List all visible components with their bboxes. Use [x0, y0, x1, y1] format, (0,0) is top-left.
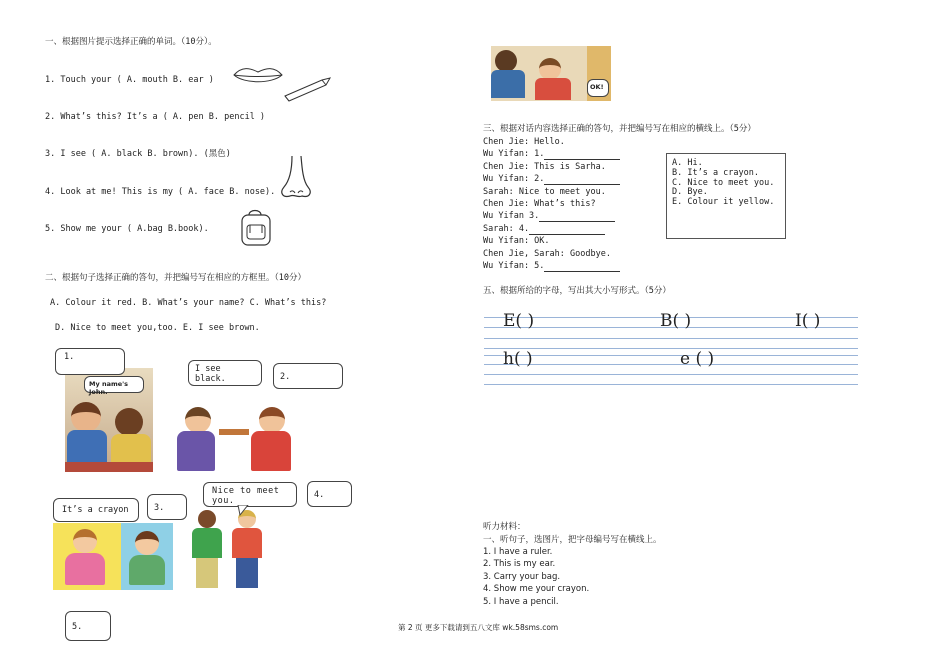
guide-line: [484, 364, 858, 365]
dialogue-line: [483, 149, 620, 160]
option-item: E. Colour it yellow.: [672, 197, 775, 208]
letter-E: E( ): [503, 311, 535, 331]
dialogue-line: [483, 162, 606, 173]
section2-title: 二、根据句子选择正确的答句，并把编号写在相应的方框里。（10分）: [45, 273, 306, 283]
dialogue-text: Wu Yifan: 5.: [483, 261, 545, 271]
dialogue-text: Sarah: Nice to meet you.: [483, 186, 606, 197]
letter-I: I( ): [795, 311, 821, 331]
name-sign-bubble: My name's John.: [84, 376, 144, 393]
letter-e: e ( ): [680, 349, 715, 369]
dialogue-text: Wu Yifan: 2.: [483, 174, 545, 185]
s1-item-3: 3. I see ( A. black B. brown). (黑色): [45, 149, 231, 159]
listening-title: 听力材料：: [483, 522, 526, 532]
option-item: D. Bye.: [672, 187, 708, 198]
s2-options-row2: D. Nice to meet you,too. E. I see brown.: [55, 323, 260, 333]
answer-blank[interactable]: [544, 262, 620, 272]
guide-line: [484, 355, 858, 356]
boy-girl-crayon-image: [175, 405, 300, 475]
dialogue-line: [483, 137, 565, 148]
s2-options-row1: A. Colour it red. B. What’s your name? C. What’s this?: [50, 298, 327, 308]
dialogue-line: [483, 224, 605, 235]
dialogue-text: Sarah: 4.: [483, 223, 530, 234]
pencil-image: [282, 76, 334, 102]
schoolbag-image: [236, 207, 276, 247]
guide-line: [484, 374, 858, 375]
handshake-image: [190, 508, 266, 590]
listening-subtitle: 一、听句子，选图片，把字母编号写在横线上。: [483, 535, 662, 545]
dialogue-line: [483, 211, 615, 222]
dialogue-line: [483, 174, 620, 185]
dialogue-text: Wu Yifan: OK.: [483, 236, 550, 247]
option-item: B. It’s a crayon.: [672, 167, 759, 178]
dialogue-text: Wu Yifan: 1.: [483, 149, 545, 160]
option-item: A. Hi.: [672, 158, 703, 168]
letter-h: h( ): [503, 349, 533, 369]
section3-title: 三、根据对话内容选择正确的答句，并把编号写在相应的横线上。（5分）: [483, 124, 756, 134]
answer-box-3[interactable]: 3.: [147, 494, 187, 520]
dialogue-text: Chen Jie: This is Sarha.: [483, 161, 606, 172]
page-footer: 第 2 页 更多下载请到五八文库 wk.58sms.com: [398, 623, 559, 632]
guide-line: [484, 338, 858, 339]
dialogue-line: [483, 187, 606, 198]
lips-image: [232, 64, 284, 86]
listening-item-3: 3. Carry your bag.: [483, 572, 561, 582]
listening-item-2: 2. This is my ear.: [483, 559, 556, 569]
answer-blank[interactable]: [539, 212, 615, 222]
dialogue-text: Chen Jie: Hello.: [483, 137, 565, 147]
nose-image: [278, 154, 316, 200]
dialogue-line: [483, 199, 596, 210]
answer-box-4[interactable]: 4.: [307, 481, 352, 507]
answer-box-5[interactable]: 5.: [65, 611, 111, 641]
listening-item-4: 4. Show me your crayon.: [483, 584, 590, 594]
dialogue-text: Chen Jie: What’s this?: [483, 199, 596, 209]
s1-item-4: 4. Look at me! This is my ( A. face B. nose).: [45, 187, 276, 197]
answer-box-1[interactable]: 1.: [55, 348, 125, 375]
crayon-children-image: [53, 523, 173, 590]
guide-line: [484, 384, 858, 385]
answer-blank[interactable]: [544, 150, 620, 160]
dialogue-text: Wu Yifan 3.: [483, 211, 540, 222]
listening-item-5: 5. I have a pencil.: [483, 597, 559, 607]
its-a-crayon-bubble: It’s a crayon: [53, 498, 139, 522]
answer-blank[interactable]: [529, 225, 605, 235]
s1-item-5: 5. Show me your ( A.bag B.book).: [45, 224, 209, 234]
section1-title: 一、根据图片提示选择正确的单词。（10分）。: [45, 37, 217, 47]
s1-item-1: 1. Touch your ( A. mouth B. ear ): [45, 75, 214, 85]
dialogue-line: [483, 236, 550, 247]
s1-item-2: 2. What’s this? It’s a ( A. pen B. pencil ): [45, 112, 266, 122]
section5-title: 五、根据所给的字母，写出其大小写形式。（5分）: [483, 286, 671, 296]
i-see-black-bubble: I see black.: [188, 360, 262, 386]
letter-B: B( ): [660, 311, 692, 331]
option-item: C. Nice to meet you.: [672, 177, 775, 188]
answer-box-2[interactable]: 2.: [273, 363, 343, 389]
dialogue-line: [483, 261, 620, 272]
answer-blank[interactable]: [544, 175, 620, 185]
nice-to-meet-you-bubble: Nice to meet you.: [203, 482, 297, 507]
dialogue-text: Chen Jie, Sarah: Goodbye.: [483, 248, 611, 259]
ok-bubble: OK!: [587, 79, 609, 97]
guide-line: [484, 348, 858, 349]
bubble-tail-nice: [236, 505, 250, 517]
dialogue-line: [483, 249, 611, 260]
listening-item-1: 1. I have a ruler.: [483, 547, 553, 557]
